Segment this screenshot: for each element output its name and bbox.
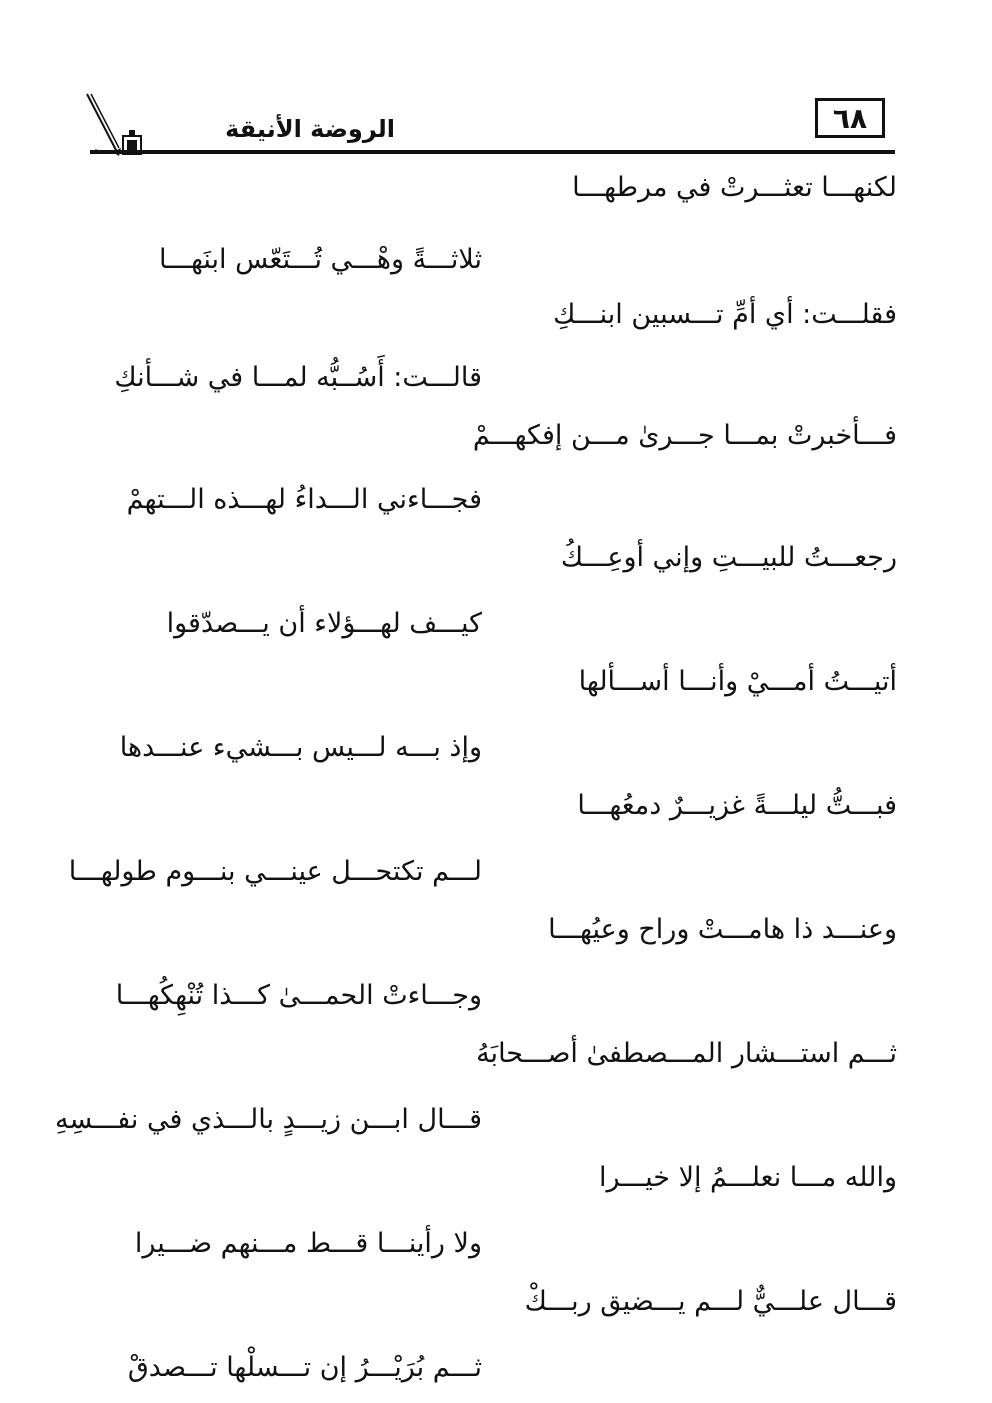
verse-line-1: لكنهـــا تعثـــرتْ في مرطهـــا [572, 172, 897, 203]
verse-line-15: ثـــم استـــشار المـــصطفىٰ أصـــحابَهُ [476, 1038, 897, 1069]
book-title: الروضة الأنيقة [225, 115, 395, 143]
header-divider [90, 150, 895, 154]
verse-line-3: فقلـــت: أي أمِّ تـــسبين ابنـــكِ [553, 299, 897, 330]
verse-line-10: وإذ بـــه لـــيس بـــشيء عنـــدها [119, 732, 482, 763]
verse-line-9: أتيـــتُ أمـــيْ وأنـــا أســـألها [578, 666, 897, 697]
verse-line-19: قـــال علـــيٌّ لـــم يـــضيق ربـــكْ [524, 1286, 897, 1317]
verse-line-6: فجـــاءني الـــداءُ لهـــذه الـــتهمْ [126, 484, 482, 515]
verse-line-17: والله مـــا نعلـــمُ إلا خيـــرا [599, 1162, 897, 1193]
verse-line-2: ثلاثـــةً وهْـــي تُـــتَعّس ابنَهـــا [158, 244, 482, 275]
verse-line-12: لـــم تكتحـــل عينـــي بنـــوم طولهـــا [68, 856, 482, 887]
verse-line-14: وجـــاءتْ الحمـــىٰ كـــذا تُنْهِكُهـــا [115, 980, 482, 1011]
verse-line-11: فبـــتُّ ليلـــةً غزيـــرٌ دمعُهـــا [577, 790, 897, 821]
verse-line-16: قـــال ابـــن زيـــدٍ بالـــذي في نفـــسِهِ [54, 1104, 482, 1135]
verse-line-7: رجعـــتُ للبيـــتِ وإني أوعِـــكُ [560, 542, 897, 573]
verse-line-20: ثـــم بُرَيْـــرُ إن تـــسلْها تـــصدقْ [127, 1352, 482, 1383]
verse-line-13: وعنـــد ذا هامـــتْ وراح وعيُهـــا [548, 914, 897, 945]
verse-line-4: قالـــت: أَسُــبُّه لمـــا في شـــأنكِ [114, 362, 482, 393]
verse-line-5: فـــأخبرتْ بمـــا جـــرىٰ مـــن إفكهـــمْ [472, 420, 897, 451]
page-number: ٦٨ [815, 98, 885, 138]
verse-line-8: كيـــف لهـــؤلاء أن يـــصدّقوا [166, 608, 482, 639]
verse-line-18: ولا رأينـــا قـــط مـــنهم ضـــيرا [134, 1228, 482, 1259]
